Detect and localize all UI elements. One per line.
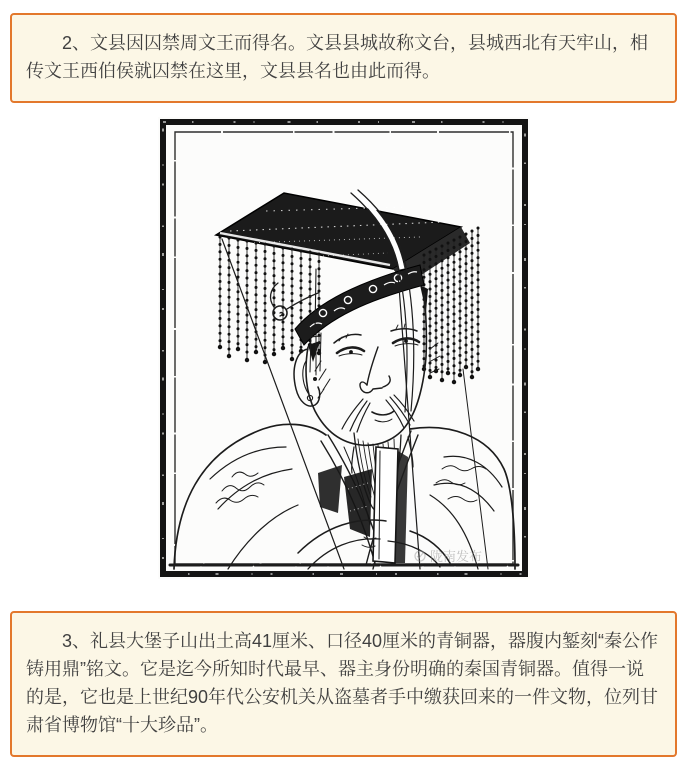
note-box-3-text: 3、礼县大堡子山出土高41厘米、口径40厘米的青铜器，器腹内錾刻“秦公作铸用鼎”铭文。它是迄今所知时代最早、器主身份明确的秦国青铜器。值得一说的是，它也是上世纪90年代公安机关从盗墓者手中缴获回来的一件文物，位列甘肃省博物馆“十大珍品”。: [26, 631, 659, 735]
note-box-3: [10, 611, 677, 757]
gui-tablet: [373, 447, 408, 563]
watermark-text: 陇南发布: [429, 549, 482, 564]
note-box-2: [10, 13, 677, 103]
woodcut-portrait-image: [158, 117, 530, 579]
note-box-2-text: 2、文县因囚禁周文王而得名。文县县城故称文台，县城西北有天牢山，相传文王西伯侯就囚禁在这里，文县县名也由此而得。: [26, 33, 649, 81]
portrait-figure: [158, 117, 530, 579]
